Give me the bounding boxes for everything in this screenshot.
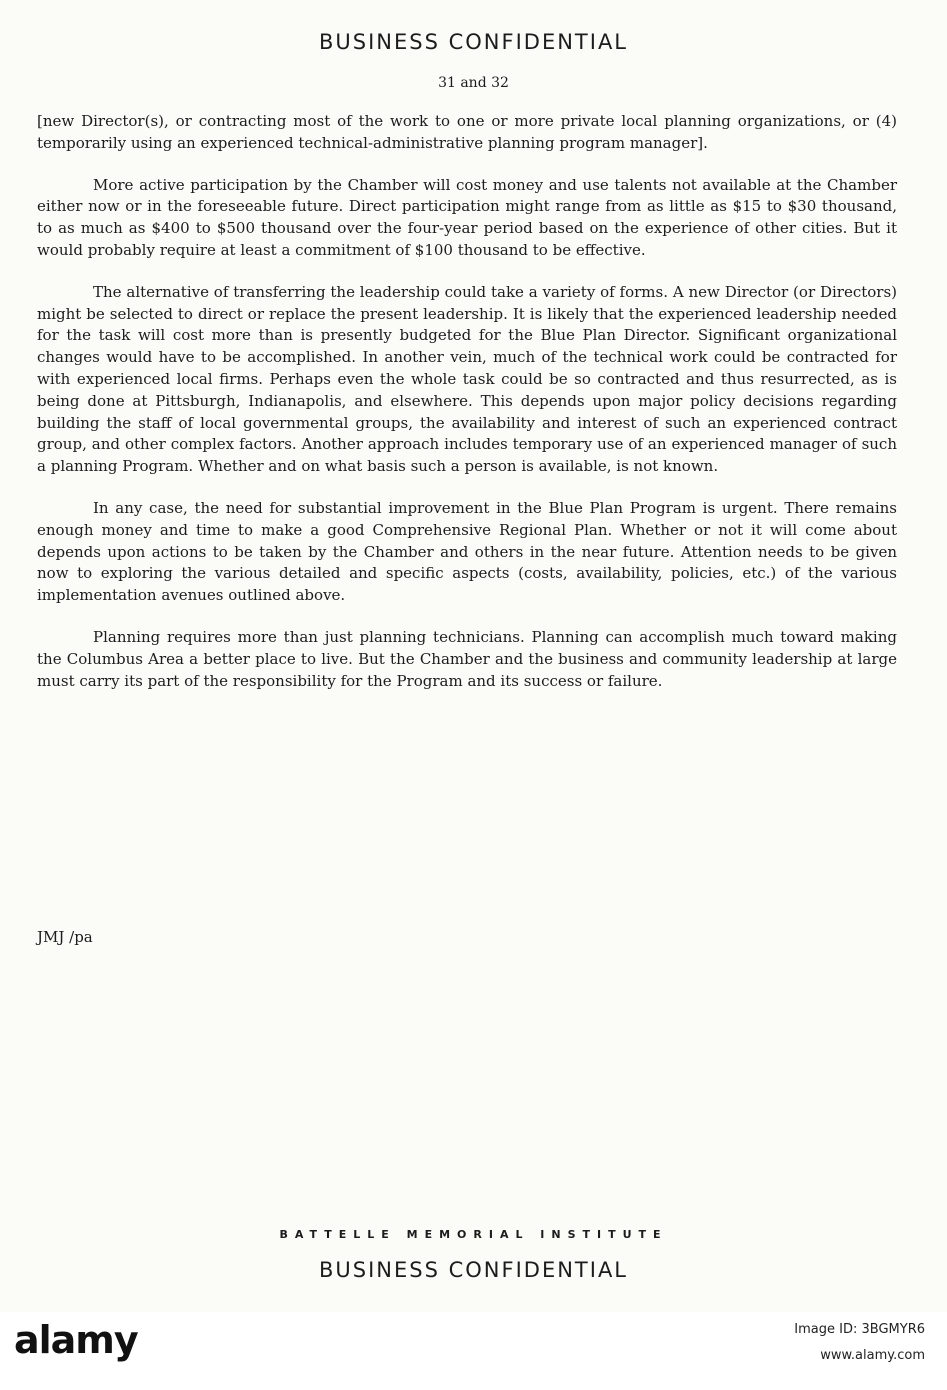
- author-initials: JMJ /pa: [37, 928, 93, 946]
- header-title: BUSINESS CONFIDENTIAL: [318, 30, 629, 54]
- paragraph-5: Planning requires more than just planning technicians. Planning can accomplish much toward making the Columbus Area a better place to live. But the Chamber and the business and community leadership at large must carry its part of the responsibility for the Program and its success or failure.: [37, 627, 897, 690]
- paragraph-4: In any case, the need for substantial improvement in the Blue Plan Program is urgent. There remains enough money and time to make a good Comprehensive Regional Plan. Whether or not it will come about depends upon actions to be taken by the Chamber and others in the near future. Attention needs to be given now to exploring the various detailed and specific aspects (costs, availability, policies, etc.) of the various implementation avenues outlined above.: [37, 498, 897, 605]
- body-text: [37, 111, 897, 712]
- page-numbers: 31 and 32: [438, 75, 509, 91]
- watermark-url: www.alamy.com: [820, 1348, 925, 1363]
- paragraph-3: The alternative of transferring the leadership could take a variety of forms. A new Director (or Directors) might be selected to direct or replace the present leadership. It is likely that the experienced leadership needed for the task will cost more than is presently budgeted for the Blue Plan Director. Significant organizational changes would have to be accomplished. In another vein, much of the technical work could be contracted for with experienced local firms. Perhaps even the whole task could be so contracted and thus resurrected, as is being done at Pittsburgh, Indianapolis, and elsewhere. This depends upon major policy decisions regarding building the staff of local governmental groups, the availability and interest of such an experienced contract group, and other complex factors. Another approach includes temporary use of an experienced manager of such a planning Program. Whether and on what basis such a person is available, is not known.: [37, 282, 897, 476]
- footer-title: BUSINESS CONFIDENTIAL: [318, 1258, 629, 1282]
- paragraph-2: More active participation by the Chamber will cost money and use talents not available at the Chamber either now or in the foreseeable future. Direct participation might range from as little as $15 to $30 thousand, to as much as $400 to $500 thousand over the four-year period based on the experience of other cities. But it would probably require at least a commitment of $100 thousand to be effective.: [37, 175, 897, 259]
- footer-institute: BATTELLE MEMORIAL INSTITUTE: [279, 1228, 668, 1241]
- paragraph-1: [new Director(s), or contracting most of the work to one or more private local planning organizations, or (4) temporarily using an experienced technical-administrative planning program manager].: [37, 112, 897, 152]
- alamy-logo: alamy: [14, 1318, 138, 1362]
- image-id: Image ID: 3BGMYR6: [794, 1322, 925, 1337]
